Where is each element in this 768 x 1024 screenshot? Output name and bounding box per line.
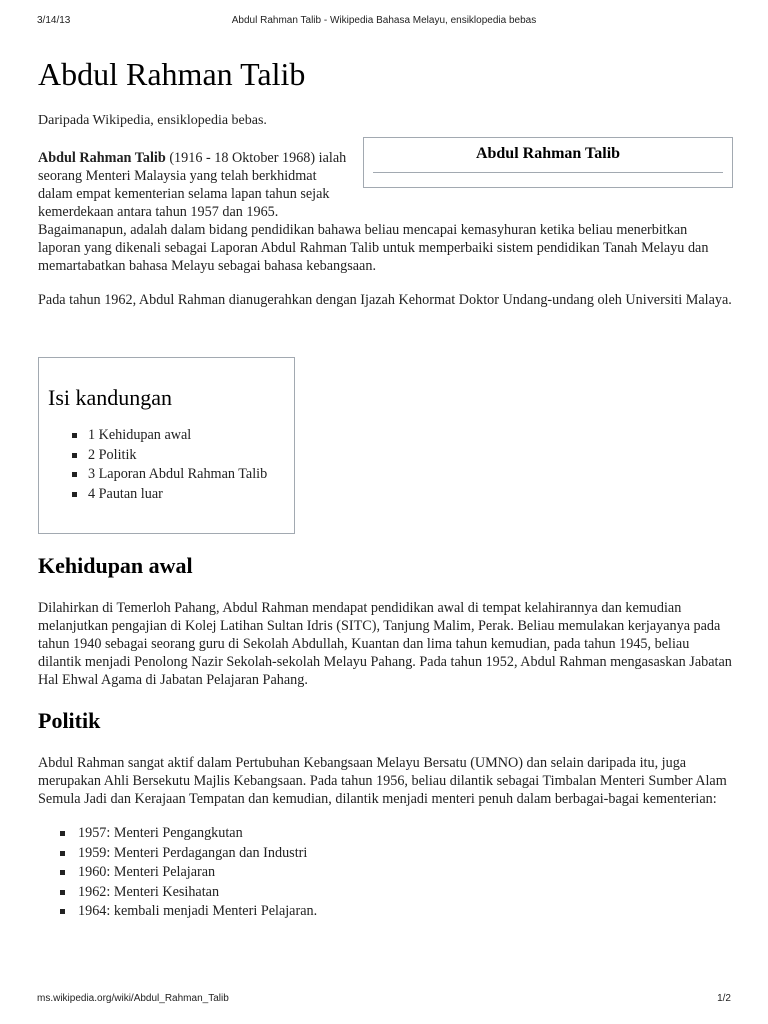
lead-paragraph-continued: Bagaimanapun, adalah dalam bidang pendidikan bahawa beliau mencapai kemasyhuran ketika beliau menerbitkan laporan yang dikenali sebagai Laporan Abdul Rahman Talib untuk memperbaiki sistem pendidikan Tanah Melayu dan memartabatkan bahasa Melayu sebagai bahasa kebangsaan. (38, 222, 709, 274)
lead-text: (1916 - 18 Oktober 1968) ialah seorang Menteri Malaysia yang telah berkhidmat dalam empat kementerian selama lapan tahun sejak kemerdekaan antara tahun 1957 dan 1965. (38, 150, 347, 220)
bullet-icon (60, 831, 65, 836)
ministerial-posts-list (38, 824, 733, 922)
list-item (38, 844, 733, 864)
list-item (38, 863, 733, 883)
print-header (37, 15, 731, 29)
politics-paragraph: Abdul Rahman sangat aktif dalam Pertubuhan Kebangsaan Melayu Bersatu (UMNO) dan selain daripada itu, juga merupakan Ahli Bersekutu Majlis Kebangsaan. Pada tahun 1956, beliau dilantik sebagai Timbalan Menteri Sumber Alam Semula Jadi dan Kerajaan Tempatan dan kemudian, dilantik menjadi menteri penuh dalam berbagai-bagai kementerian: (38, 755, 727, 807)
office-label: 1959: Menteri Perdagangan dan Industri (78, 844, 308, 861)
toc-item-politics[interactable] (48, 446, 294, 466)
section-heading-politics: Politik (38, 708, 101, 733)
infobox-divider (373, 172, 723, 173)
office-label: 1962: Menteri Kesihatan (78, 883, 220, 900)
print-document-title: Abdul Rahman Talib - Wikipedia Bahasa Melayu, ensiklopedia bebas (231, 15, 537, 26)
print-footer (37, 993, 731, 1007)
bullet-icon (60, 851, 65, 856)
print-date: 3/14/13 (37, 15, 71, 26)
article-content (38, 50, 733, 922)
page-number: 1/2 (717, 993, 731, 1004)
toc-item-label: 1 Kehidupan awal (88, 427, 192, 443)
toc-item-label: 2 Politik (88, 446, 137, 463)
toc-item-external-links[interactable] (48, 485, 294, 505)
bullet-icon (60, 909, 65, 914)
section-heading-early-life: Kehidupan awal (38, 553, 193, 578)
toc-list (48, 426, 294, 504)
table-of-contents (38, 357, 295, 534)
toc-title: Isi kandungan (48, 385, 173, 410)
page-title: Abdul Rahman Talib (38, 56, 306, 92)
toc-item-label: 3 Laporan Abdul Rahman Talib (88, 466, 268, 482)
bullet-icon (72, 433, 77, 438)
infobox (363, 137, 733, 188)
bullet-icon (60, 870, 65, 875)
office-label: 1960: Menteri Pelajaran (78, 864, 216, 880)
infobox-title: Abdul Rahman Talib (475, 145, 621, 162)
early-life-paragraph: Dilahirkan di Temerloh Pahang, Abdul Rahman mendapat pendidikan awal di tempat kelahirannya dan kemudian melanjutkan pengajian di Kolej Latihan Sultan Idris (SITC), Tanjung Malim, Perak. Beliau memulakan kerjayanya pada tahun 1940 sebagai seorang guru di Sekolah Abdullah, Kuantan dan lima tahun kemudian, pada tahun 1945, beliau dilantik menjadi Penolong Nazir Sekolah-sekolah Melayu Pahang. Pada tahun 1952, Abdul Rahman mengasaskan Jabatan Hal Ehwal Agama di Jabatan Pelajaran Pahang. (38, 600, 732, 688)
list-item (38, 902, 733, 922)
bullet-icon (72, 492, 77, 497)
toc-item-early-life[interactable] (48, 426, 294, 446)
bullet-icon (72, 472, 77, 477)
bullet-icon (72, 453, 77, 458)
honorary-degree-paragraph: Pada tahun 1962, Abdul Rahman dianugerahkan dengan Ijazah Kehormat Doktor Undang-undang oleh Universiti Malaya. (38, 292, 732, 308)
office-label: 1964: kembali menjadi Menteri Pelajaran. (78, 903, 318, 919)
print-url: ms.wikipedia.org/wiki/Abdul_Rahman_Talib (37, 993, 229, 1004)
list-item (38, 883, 733, 903)
toc-item-report[interactable] (48, 465, 294, 485)
site-tagline: Daripada Wikipedia, ensiklopedia bebas. (38, 113, 267, 128)
list-item (38, 824, 733, 844)
office-label: 1957: Menteri Pengangkutan (78, 825, 243, 841)
toc-item-label: 4 Pautan luar (88, 485, 163, 502)
bullet-icon (60, 890, 65, 895)
lead-subject-name: Abdul Rahman Talib (38, 150, 166, 166)
